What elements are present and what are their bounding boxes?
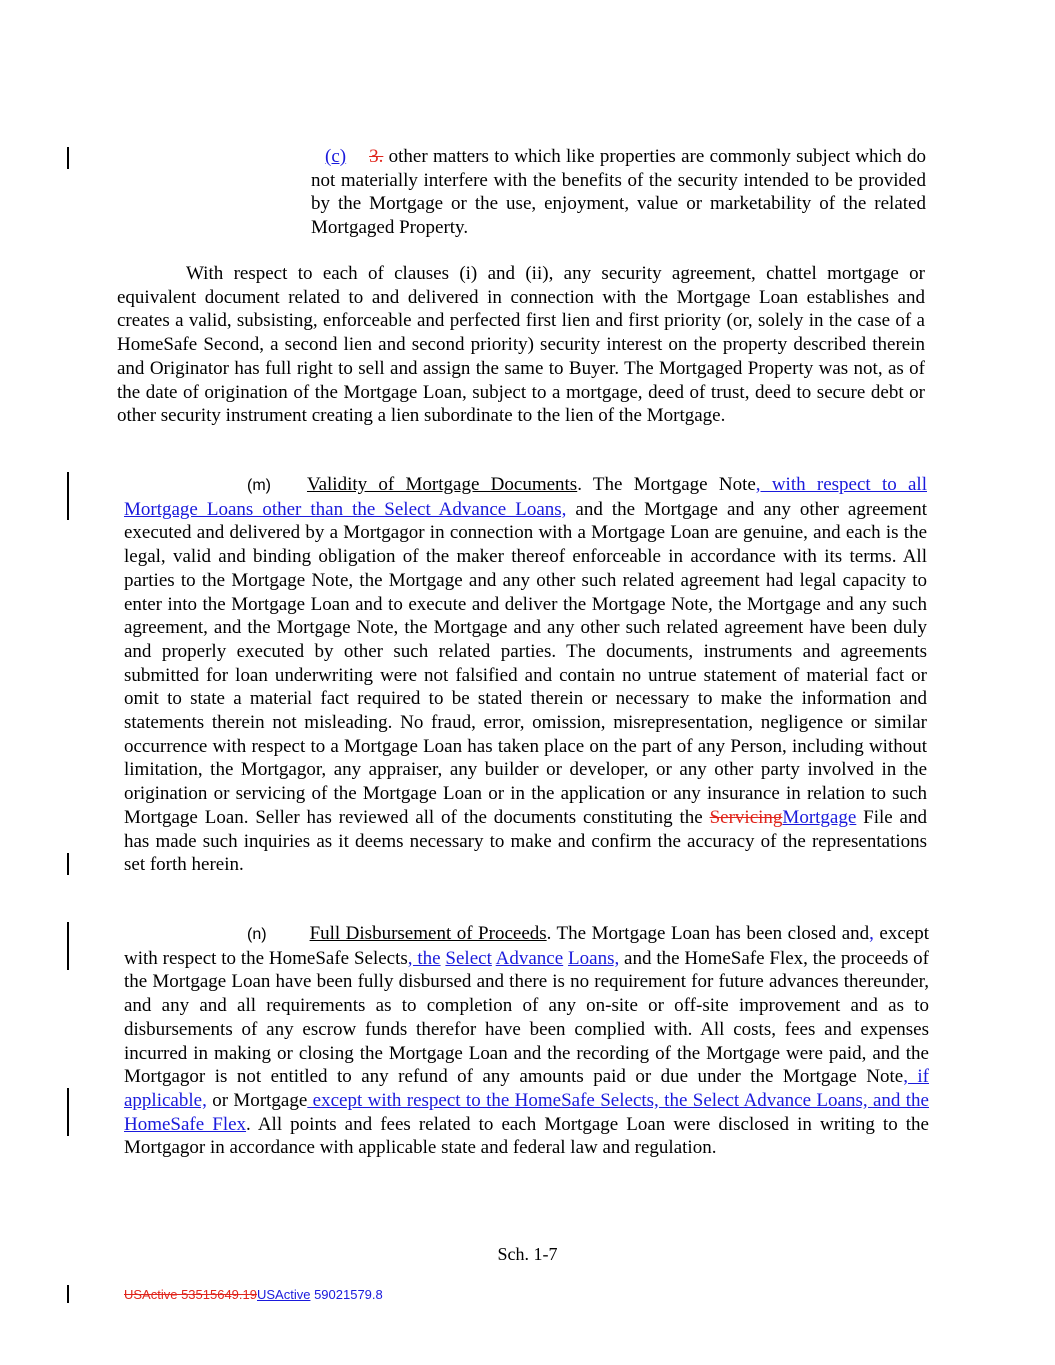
change-bar <box>67 147 69 169</box>
clause-n-insertion: Advance <box>495 947 564 969</box>
clause-n-insertion: , the <box>407 947 441 969</box>
footer-number: 59021579.8 <box>310 1287 383 1302</box>
clause-n-insertion: Select <box>445 947 492 969</box>
clause-m-text: and the Mortgage and any other agreement executed and delivered by a Mortgagor in connection with a Mortgage Loan are genuine, and each is the legal, valid and binding obligation of the maker thereof enforceable in accordance with its terms. All parties to the Mortgage Note, the Mortgage and any other such related agreement had legal capacity to enter into the Mortgage Loan and to execute and deliver the Mortgage Note, the Mortgage and any such agreement, and the Mortgage Note, the Mortgage and any other such related agreement have been duly and properly executed by other such related parties. The documents, instruments and agreements submitted for loan underwriting were not falsified and contain no untrue statement of material fact or omit to state a material fact required to be stated therein or necessary to make the information and statements therein not misleading. No fraud, error, omission, misrepresentation, negligence or similar occurrence with respect to a Mortgage Loan has taken place on the part of any Person, including without limitation, the Mortgagor, any appraiser, any builder or developer, or any other party involved in the origination or servicing of the Mortgage Loan or in the application or any insurance in relation to such Mortgage Loan. Seller has reviewed all of the documents constituting the <box>124 498 927 828</box>
clause-n-text: . The Mortgage Loan has been closed and <box>546 923 870 944</box>
clause-n-label: (n) <box>247 926 267 943</box>
clause-m-deletion: Servicing <box>709 806 783 828</box>
clause-n-insertion: , <box>869 923 874 944</box>
clause-n-heading: Full Disbursement of Proceeds <box>309 923 547 944</box>
clause-c-label-inserted: (c) <box>325 146 347 167</box>
change-bar <box>67 922 69 970</box>
page-number: Sch. 1-7 <box>497 1244 558 1264</box>
clause-n-paragraph <box>124 922 929 1160</box>
change-bar <box>67 1285 69 1303</box>
clause-m-heading: Validity of Mortgage Documents <box>306 474 578 495</box>
clause-m-label: (m) <box>247 477 271 494</box>
clause-c-label-deleted: 3. <box>369 146 384 167</box>
clause-m-text: . The Mortgage Note <box>577 474 756 495</box>
with-respect-paragraph: With respect to each of clauses (i) and (ii), any security agreement, chattel mortgage or equivalent document related to and delivered in connection with the Mortgage Loan establishes and creates a valid, subsisting, enforceable and perfected first lien and first priority (or, solely in the case of a HomeSafe Second, a second lien and second priority) security interest on the property described therein and Originator has full right to sell and assign the same to Buyer. The Mortgaged Property was not, as of the date of origination of the Mortgage Loan, subject to a mortgage, deed of trust, deed to secure debt or other security instrument creating a lien subordinate to the lien of the Mortgage. <box>117 263 925 427</box>
change-bar <box>67 472 69 520</box>
clause-n-text: except with respect to the HomeSafe Selects <box>124 923 929 969</box>
clause-c-text: other matters to which like properties are commonly subject which do not materially interfere with the benefits of the security intended to be provided by the Mortgage or the use, enjoyment, value or marketability of the related Mortgaged Property. <box>311 146 927 239</box>
change-bar <box>67 853 69 875</box>
clause-n-insertion: , if applicable, <box>124 1066 929 1111</box>
document-id-footer <box>124 1287 383 1302</box>
clause-n-text: and the HomeSafe Flex, the proceeds of the Mortgage Loan have been fully disbursed and there is no requirement for future advances thereunder, and any and all requirements as to completion of any on-site or off-site improvement and as to disbursements of any escrow funds therefor have been complied with. All costs, fees and expenses incurred in making or closing the Mortgage Loan and the recording of the Mortgage were paid, and the Mortgagor is not entitled to any refund of any amounts paid or due under the Mortgage Note <box>124 947 930 1088</box>
clause-n-text: . All points and fees related to each Mortgage Loan were disclosed in writing to the Mortgagor in accordance with applicable state and federal law and regulation. <box>124 1113 929 1159</box>
clause-n-insertion: except with respect to the HomeSafe Selects, the Select Advance Loans, and the HomeSafe Flex <box>124 1089 929 1135</box>
footer-deleted-id: USActive 53515649.19 <box>124 1287 257 1302</box>
clause-m-text: File and has made such inquiries as it deems necessary to make and confirm the accuracy of the representations set forth herein. <box>124 806 927 876</box>
clause-m-insertion: Mortgage <box>782 806 857 828</box>
clause-n-text: or Mortgage <box>206 1089 308 1111</box>
clause-n-insertion: Loans, <box>568 947 620 969</box>
clause-c-paragraph <box>311 145 926 240</box>
footer-inserted-id: USActive <box>256 1287 311 1302</box>
clause-m-insertion: , with respect to all Mortgage Loans other than the Select Advance Loans, <box>124 474 927 520</box>
clause-m-paragraph <box>124 473 927 877</box>
change-bar <box>67 1088 69 1136</box>
